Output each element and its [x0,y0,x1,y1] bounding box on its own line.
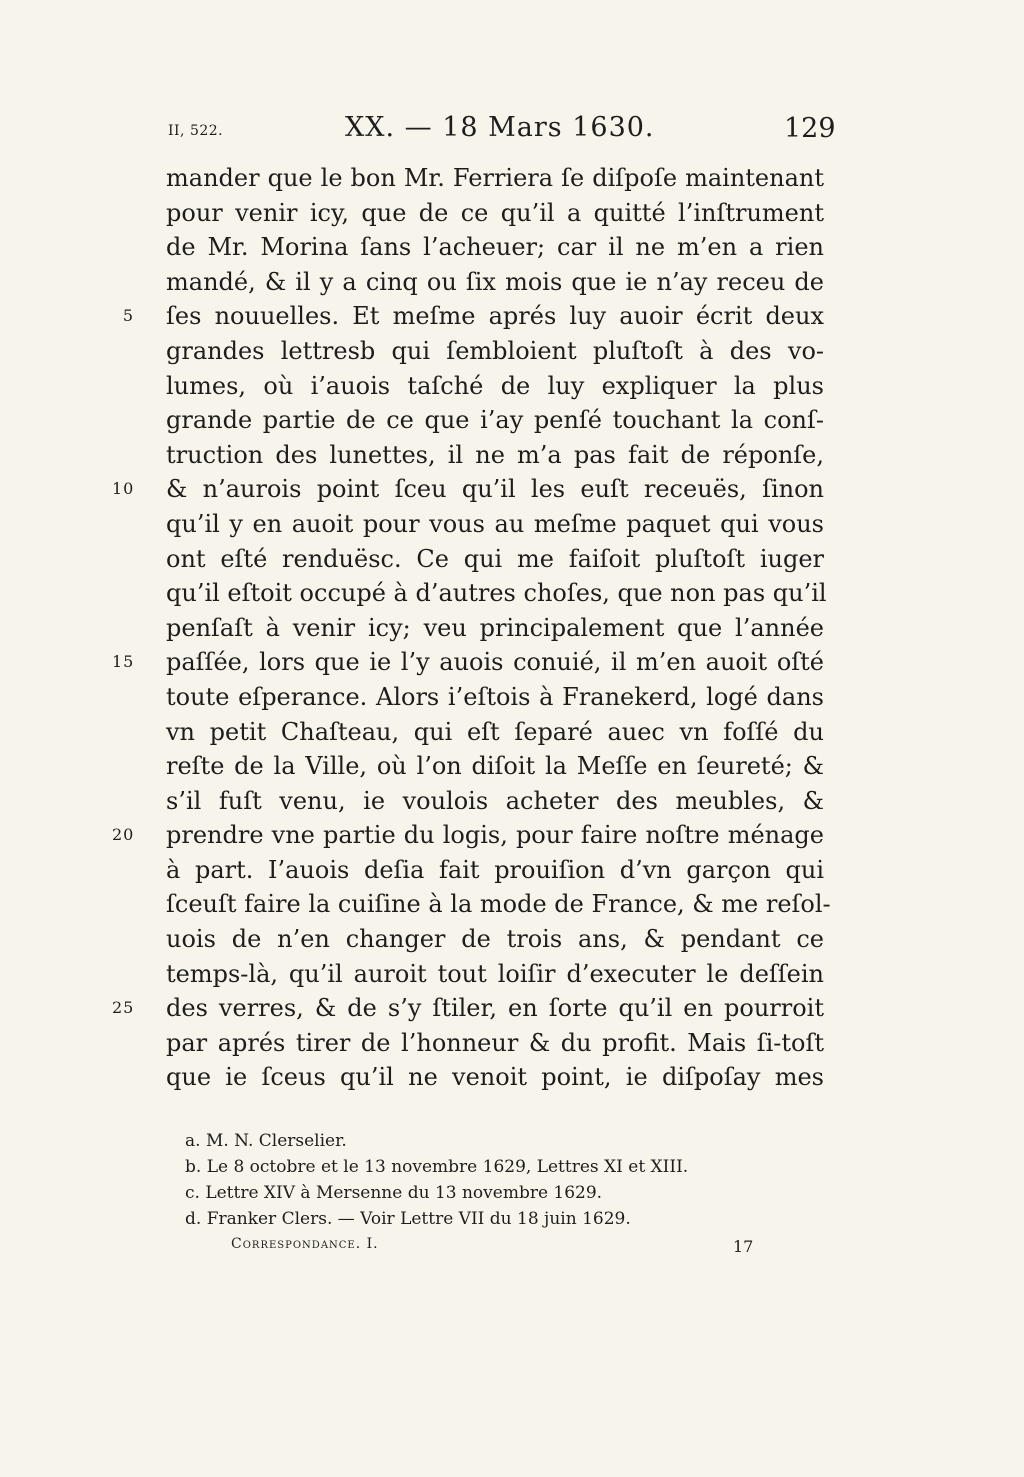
text-line [166,784,824,819]
line-content: par aprés tirer de l’honneur & du profit. Mais ſi-toſt [166,1028,824,1057]
line-content: des verres, & de s’y ſtiler, en ſorte qu’il en pourroit [166,994,824,1023]
text-line [166,1060,824,1095]
letter-text [112,161,831,1095]
source-reference: II, 522. [168,123,224,139]
text-line [166,611,824,646]
text-line [122,299,824,334]
line-content: toute eſperance. Alors i’eſtois à Franekerd, logé dans [166,682,824,711]
text-line [166,230,824,265]
line-number: 5 [122,306,134,326]
line-content: ſes nouuelles. Et meſme aprés luy auoir écrit deux [166,302,824,331]
footnote-c: c. Lettre XIV à Mersenne du 13 novembre 1629. [185,1183,603,1203]
line-content: à part. I’auois deſia fait prouiſion d’vn garçon qui [166,855,824,884]
footnote-a: a. M. N. Clerselier. [185,1131,347,1151]
line-content: reſte de la Ville, où l’on diſoit la Meſſe en ſeureté; & [166,752,824,781]
text-line [166,853,824,888]
text-line [166,196,824,231]
line-number: 20 [112,825,135,845]
line-content: grandes lettresb qui ſembloient pluſtoſt à des vo- [166,336,824,365]
text-line [166,369,824,404]
running-head: XX. — 18 Mars 1630. [345,112,655,143]
line-content: uois de n’en changer de trois ans, & pendant ce [166,925,824,954]
text-line [166,403,824,438]
line-content: truction des lunettes, il ne m’a pas fait de réponſe, [166,440,824,469]
text-line [112,472,824,507]
line-content: grande partie de ce que i’ay penſé touchant la conſ- [166,406,824,435]
text-line [166,576,827,611]
footnote-d: d. Franker Clers. — Voir Lettre VII du 18 juin 1629. [185,1209,631,1229]
line-content: mander que le bon Mr. Ferriera ſe diſpoſe maintenant [166,164,824,192]
page-number: 129 [784,113,836,144]
text-line [112,818,824,853]
line-content: lumes, où i’auois taſché de luy expliquer la plus [166,371,824,400]
text-line [166,507,824,542]
text-line [166,887,831,922]
text-line [166,1026,824,1061]
line-content: paſſée, lors que ie l’y auois conuié, il m’en auoit oſté [166,648,824,677]
text-line [112,645,824,680]
line-number: 25 [112,998,135,1018]
line-content: de Mr. Morina ſans l’acheuer; car il ne m’en a rien [166,233,824,262]
line-content: mandé, & il y a cinq ou ſix mois que ie n’ay receu de [166,267,824,296]
line-content: temps-là, qu’il auroit tout loiſir d’executer le deſſein [166,959,824,988]
text-line [166,161,824,196]
line-number: 15 [112,652,135,672]
line-content: que ie ſceus qu’il ne venoit point, ie diſpoſay mes [166,1063,824,1092]
text-line [112,991,824,1026]
text-line [166,680,824,715]
line-content: ſceuſt faire la cuiſine à la mode de France, & me reſol- [166,890,831,919]
text-line [166,922,824,957]
footnotes [185,1128,745,1232]
text-line [166,438,824,473]
signature-number: 17 [733,1237,754,1256]
line-content: penſaſt à venir icy; veu principalement que l’année [166,613,824,642]
footnote-b: b. Le 8 octobre et le 13 novembre 1629, Lettres XI et XIII. [185,1157,689,1177]
line-content: pour venir icy, que de ce qu’il a quitté l’inſtrument [166,198,824,227]
signature-mark: Correspondance. I. [231,1236,379,1252]
line-content: prendre vne partie du logis, pour faire noſtre ménage [166,821,824,850]
text-line [166,957,824,992]
line-number: 10 [112,479,135,499]
line-content: qu’il y en auoit pour vous au meſme paquet qui vous [166,509,824,538]
text-line [166,749,824,784]
line-content: & n’aurois point ſceu qu’il les euſt receuës, ſinon [166,475,824,504]
line-content: s’il fuſt venu, ie voulois acheter des meubles, & [166,786,824,815]
text-line [166,542,824,577]
line-content: vn petit Chaſteau, qui eſt ſeparé auec vn foſſé du [166,717,824,746]
text-line [166,715,824,750]
line-content: ont eſté renduësc. Ce qui me faiſoit pluſtoſt iuger [166,544,824,573]
line-content: qu’il eſtoit occupé à d’autres choſes, que non pas qu’il [166,579,827,608]
text-line [166,265,824,300]
text-line [166,334,824,369]
